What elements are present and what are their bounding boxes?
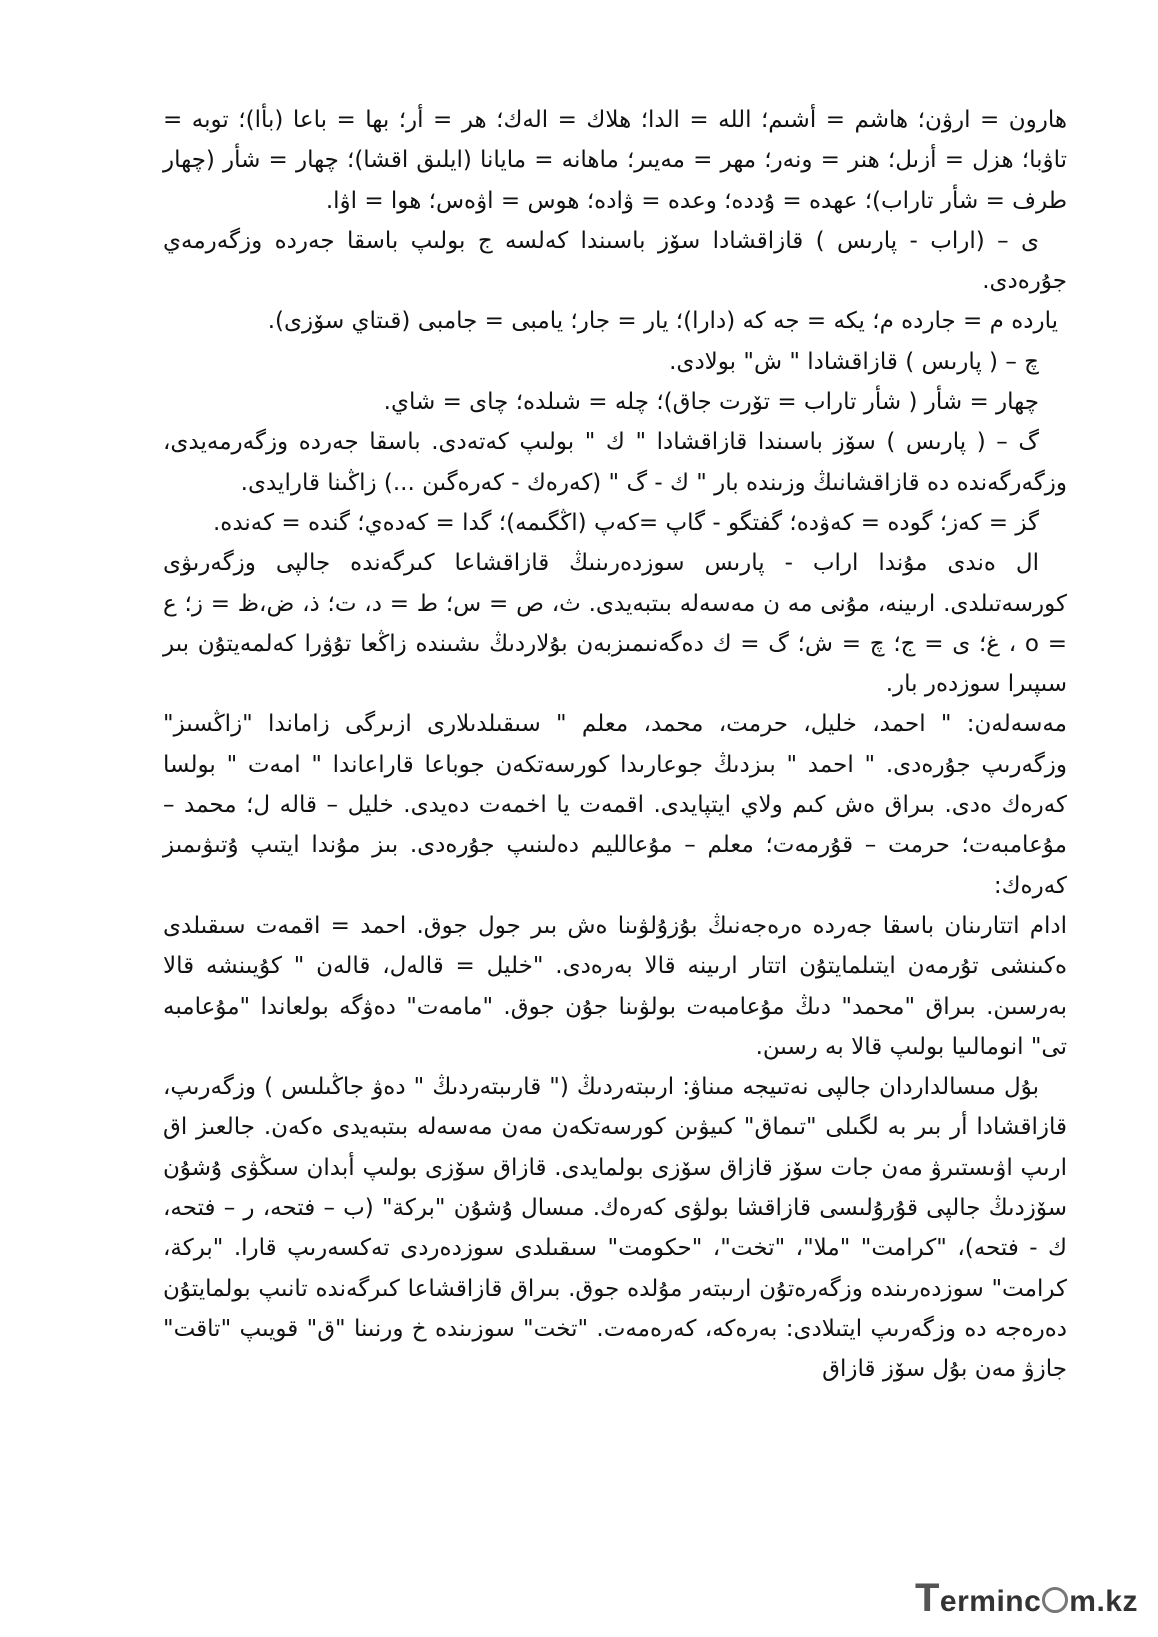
paragraph-2: ى – (اراب - پارىس ) قازاقشادا سۆز باسىندا كەلسە ج بولىپ باسقا جەردە وزگەرمەي جۇرەدى. bbox=[163, 227, 1067, 295]
paragraph-11: بۇل مىسالداردان جالپى نەتىيجە مىناۋ: ارىبتەردىڭ (" قارىبتەردىڭ " دەۋ جاڭىلىس ) وزگەرىپ، قازاقشادا أر بىر بە لگىلى "تىماق" كىيۋىن كورسەتكەن مەن مەسەلە بىتبەيدى ەكەن. جالعىز اق ارىپ اۋىستىرۋ مەن جات سۆز قازاق سۆزى بولمايدى. قازاق سۆزى بولىپ أبدان سىڭۋى ۇشۇن سۆزدىڭ جالپى قۇرۇلىسى قازاقشا بولۋى كەرەك. مىسال ۇشۇن "بركة" (ب – فتحه، ر – فتحه، ك - فتحه)، "كرامت" "ملا"، "تخت"، "حكومت" سىقىلدى سوزدەردى تەكسەرىپ قارا. "بركة، كرامت" سوزدەرىندە وزگەرەتۇن ارىبتەر مۇلدە جوق. بىراق قازاقشاعا كىرگەندە تانىپ بولمايتۇن دەرەجە دە وزگەرىپ ايتىلادى: بەرەكە، كەرەمەت. "تخت" سوزىندە خ ورنىنا "ق" قويىپ "تاقت" جازۋ مەن بۇل سۆز قازاق bbox=[163, 1074, 1067, 1383]
paragraph-10: ادام اتتارىنان باسقا جەردە ەرەجەنىڭ بۇزۇلۋىنا ەش بىر جول جوق. احمد = اقمەت سىقىلدى ەكىنشى تۇرمەن ايتىلمايتۇن اتتار ارىينە قالا بەرەدى. "خليل = قالەل، قالەن " كۇيىنشە قالا بەرسىن. بىراق "محمد" دىڭ مۇعامبەت بولۋىنا جۇن جوق. "مامەت" دەۋگە بولعاندا "مۇعامبە تى" انومالىيا بولىپ قالا بە رسىن. bbox=[163, 912, 1067, 1060]
paragraph-7: گز = كەز؛ گوده = كەۋدە؛ گفتگو - گاپ =كەپ (اڭگىمە)؛ گدا = كەدەي؛ گنده = كەندە. bbox=[212, 509, 1039, 536]
watermark-initial: T bbox=[914, 1576, 940, 1620]
paragraph-4: چ – ( پارىس ) قازاقشادا " ش" بولادى. bbox=[669, 348, 1039, 375]
document-page bbox=[163, 100, 1067, 1390]
paragraph-1: هارون = ارۋن؛ هاشم = أشىم؛ الله = الدا؛ هلاك = الەك؛ هر = أر؛ بها = باعا (بأا)؛ توبه = تاۋبا؛ هزل = أزىل؛ هنر = ونەر؛ مهر = مەيىر؛ ماهانه = مايانا (ايلىق اقشا)؛ چهار = شأر (چهار طرف = شأر تاراب)؛ عهده = ۇددە؛ وعده = ۋادە؛ هوس = اۋەس؛ هوا = اۋا. bbox=[163, 107, 1067, 214]
paragraph-5: چهار = شأر ( شأر تاراب = تۆرت جاق)؛ چله = شىلدە؛ چاى = شاي. bbox=[383, 389, 1039, 416]
watermark-text-2: c bbox=[1024, 1585, 1042, 1618]
paragraph-9: مەسەلەن: " احمد، خليل، حرمت، محمد، معلم " سىقىلدىلارى ازىرگى زاماندا "زاڭسىز" وزگەرىپ جۇرەدى. " احمد " بىزدىڭ جوعارىدا كورسەتكەن جوباعا قاراعاندا " امەت " بولسا كەرەك ەدى. بىراق ەش كىم ولاي ايتپايدى. اقمەت يا اخمەت دەيدى. خليل – قالە ل؛ محمد – مۇعامبەت؛ حرمت – قۇرمەت؛ معلم – مۇعالليم دەلىنىپ جۇرەدى. بىز مۇندا ايتىپ ۇتىۋىمىز كەرەك: bbox=[163, 711, 1067, 899]
watermark-ring-icon bbox=[1042, 1587, 1068, 1613]
paragraph-8: ال ەندى مۇندا اراب - پارىس سوزدەرىنىڭ قازاقشاعا كىرگەندە جالپى وزگەرىۋى كورسەتىلدى. ارىينە، مۇنى مە ن مەسەلە بىتبەيدى. ث، ص = س؛ ط = د، ت؛ ذ، ض،ظ = ز؛ ع = o ، غ؛ ى = ج؛ چ = ش؛ گ = ك دەگەنىمىزبەن بۇلاردىڭ ىشىندە زاڭعا تۇۋرا كەلمەيتۇن بىر سىپىرا سوزدەر بار. bbox=[163, 550, 1067, 698]
watermark-text-1: ermin bbox=[939, 1585, 1025, 1618]
termincom-watermark-logo bbox=[915, 1576, 1138, 1621]
paragraph-6: گ – ( پارىس ) سۆز باسىندا قازاقشادا " ك " بولىپ كەتەدى. باسقا جەردە وزگەرمەيدى، وزگەرگەندە دە قازاقشانىڭ وزىندە بار " ك - گ " (كەرەك - كەرەگىن ...) زاڭىنا قارايدى. bbox=[163, 429, 1067, 496]
paragraph-3: يارده م = جارده م؛ يكه = جه كه (دارا)؛ يار = جار؛ يامبى = جامبى (قىتاي سۆزى). bbox=[267, 308, 1058, 335]
watermark-text-3: m.kz bbox=[1069, 1585, 1138, 1618]
